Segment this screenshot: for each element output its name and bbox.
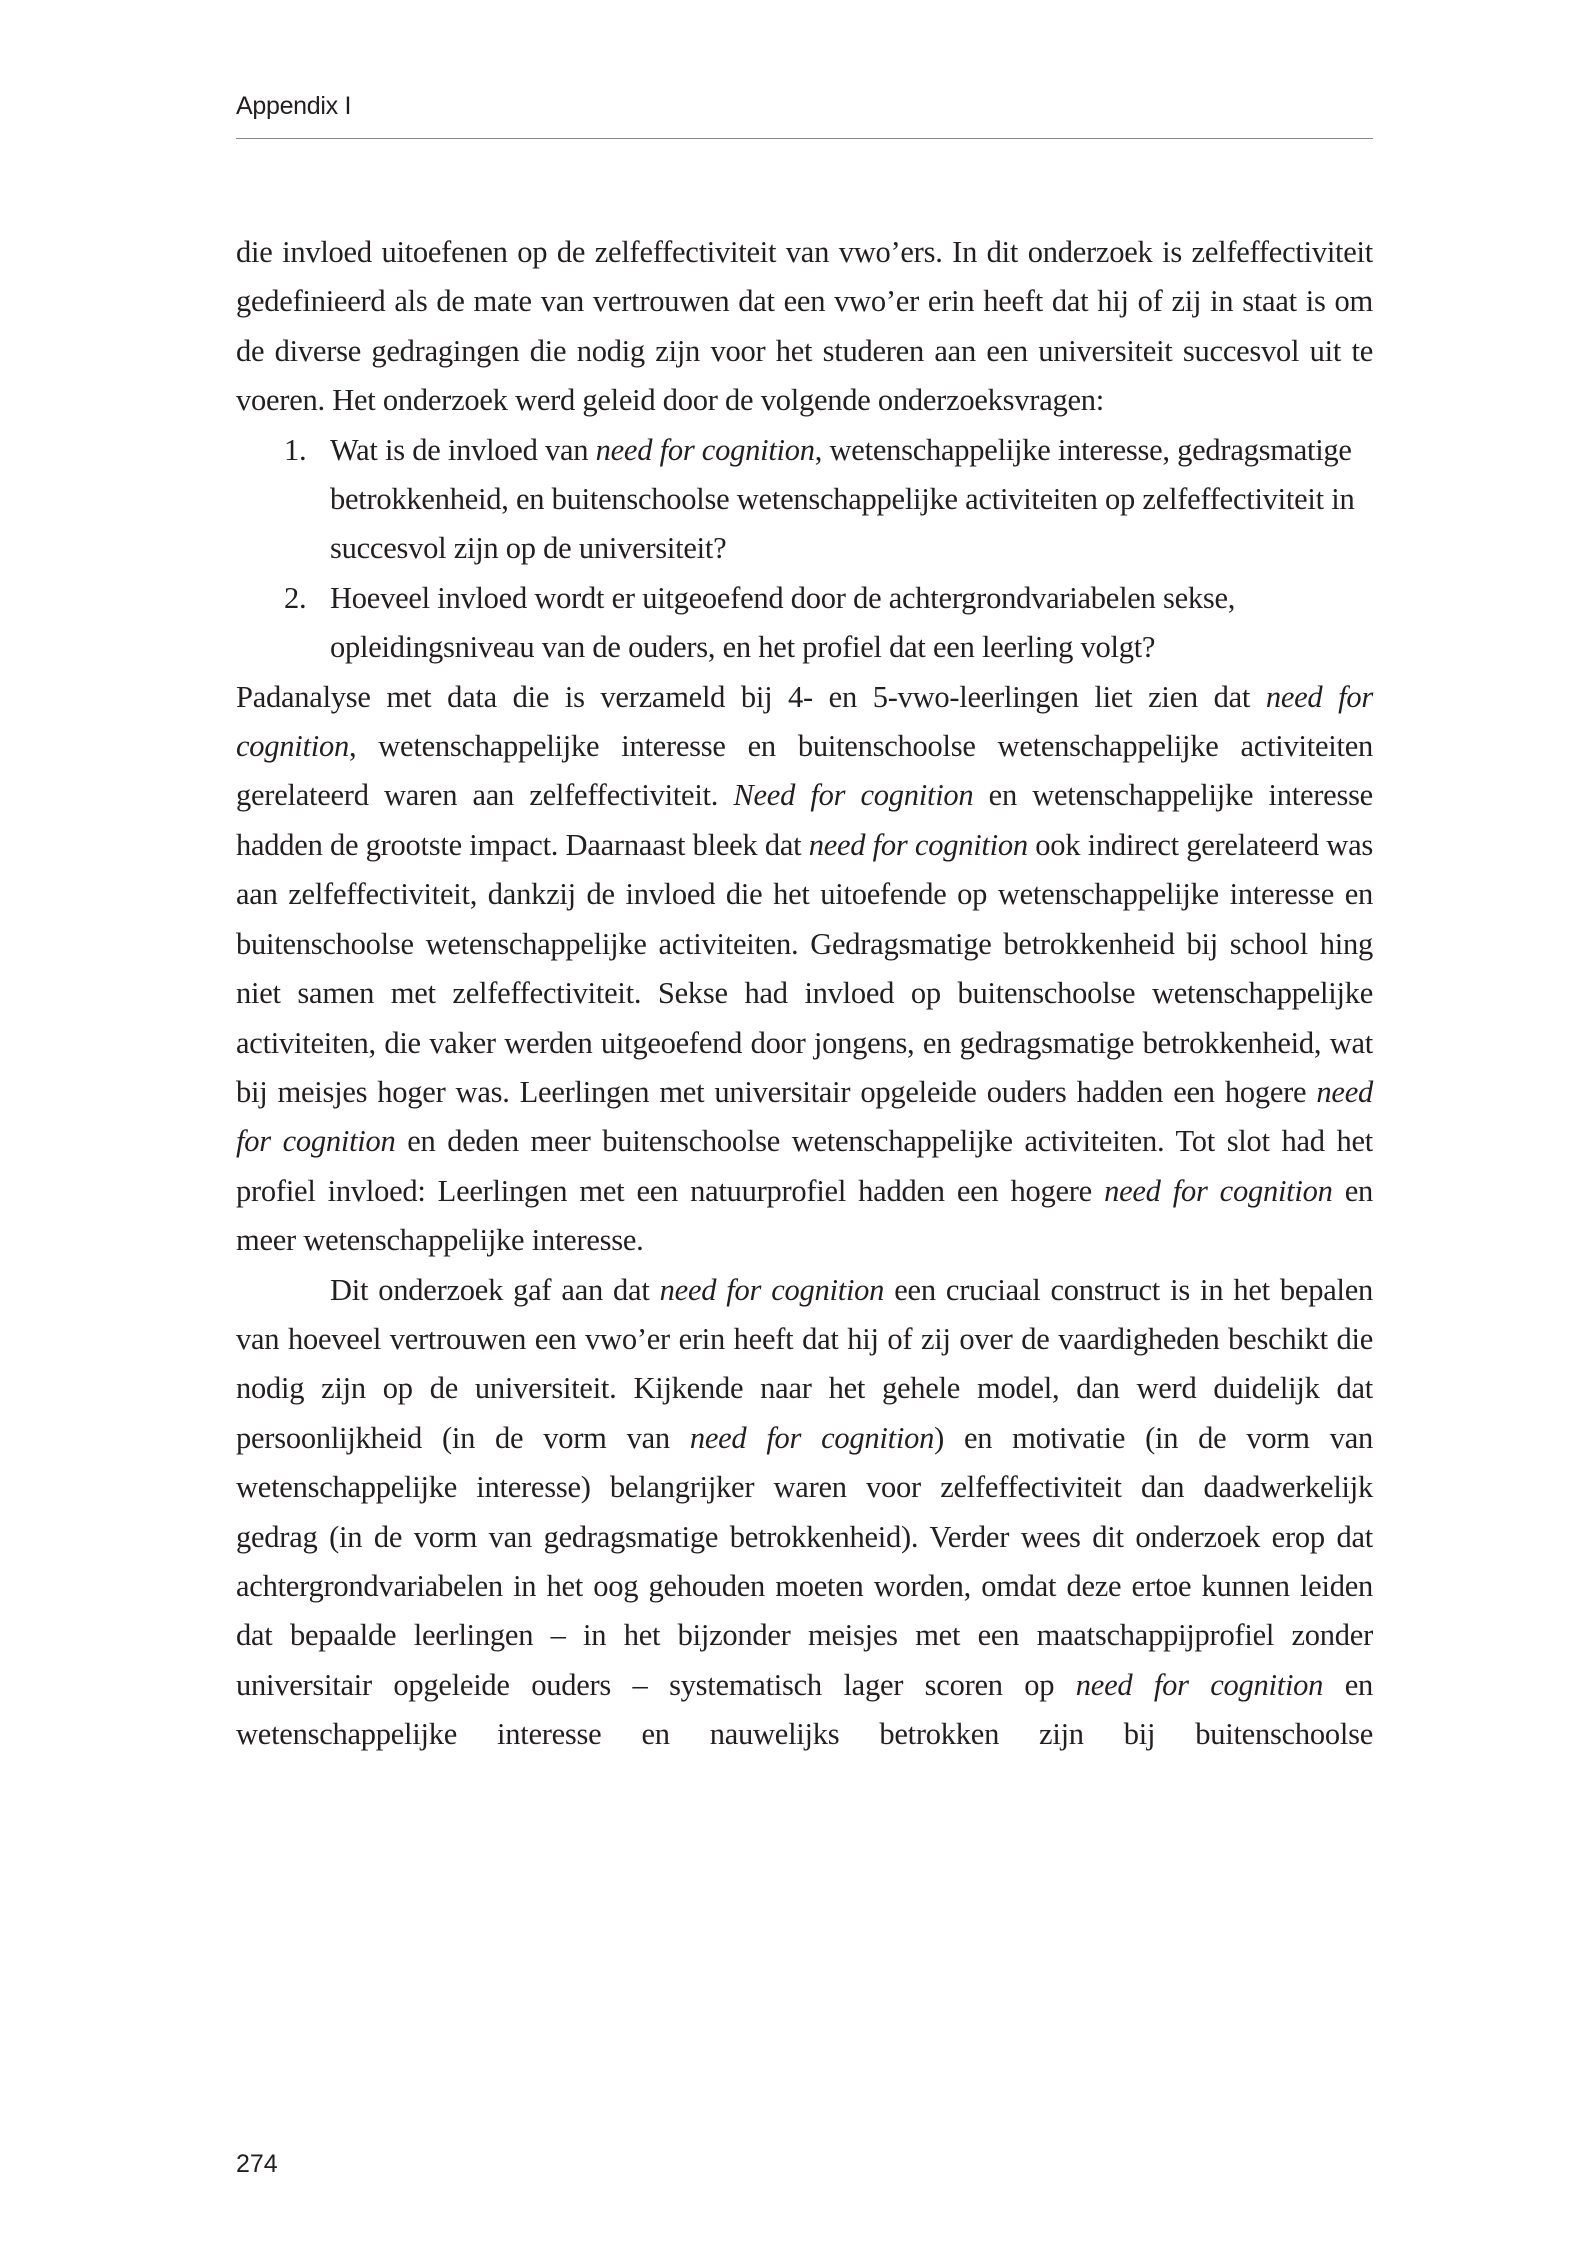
italic-term: need for cognition xyxy=(659,1272,885,1307)
text-run: die invloed uitoefenen op de zelfeffectiviteit van vwo’ers. In dit onderzoek is zelfeffectiviteit gedefinieerd als de mate van vertrouwen dat een vwo’er erin heeft dat hij of zij in staat is om de diverse gedragingen die nodig zijn voor het studeren aan een universiteit succesvol uit te voeren. Het onderzoek werd geleid door de volgende onderzoeksvragen: xyxy=(236,235,1373,418)
text-run: ook indirect gerelateerd was aan zelfeffectiviteit, dankzij de invloed die het uitoefende op wetenschappelijke interesse en buitenschoolse wetenschappelijke activiteiten. Gedragsmatige betrokkenheid bij school hing niet samen met zelfeffectiviteit. Sekse had invloed op buitenschoolse wetenschappelijke activiteiten, die vaker werden uitgeoefend door jongens, en gedragsmatige betrokkenheid, wat bij meisjes hoger was. Leerlingen met universitair opgeleide ouders hadden een hogere xyxy=(236,827,1373,1109)
text-run: ) en motivatie (in de vorm van wetenschappelijke interesse) belangrijker waren voor zelfeffectiviteit dan daadwerkelijk gedrag (in de vorm van gedragsmatige betrokkenheid). Verder wees dit onderzoek erop dat achtergrondvariabelen in het oog gehouden moeten worden, omdat deze ertoe kunnen leiden dat bepaalde leerlingen – in het bijzonder meisjes met een maatschappijprofiel zonder universitair opgeleide ouders – systematisch lager scoren op xyxy=(236,1420,1373,1702)
research-question xyxy=(284,574,1373,673)
paragraph-conclusion xyxy=(236,1266,1373,1760)
text-run: en wetenschappelijke interesse en nauwelijks betrokken zijn bij buitenschoolse xyxy=(236,1667,1373,1752)
text-run: een cruciaal construct is in het bepalen van hoeveel vertrouwen een vwo’er erin heeft dat hij of zij over de vaardigheden beschikt die nodig zijn op de universiteit. Kijkende naar het gehele model, dan werd duidelijk dat persoonlijkheid (in de vorm van xyxy=(236,1272,1373,1455)
italic-term: need for cognition xyxy=(808,827,1028,862)
italic-term: need for cognition xyxy=(689,1420,935,1455)
text-run: en wetenschappelijke interesse hadden de grootste impact. Daarnaast bleek dat xyxy=(236,778,1373,862)
running-title: Appendix I xyxy=(236,92,352,120)
list-number: 2. xyxy=(284,580,307,615)
italic-term: need for cognition xyxy=(1104,1173,1333,1208)
text-run: , wetenschappelijke interesse en buitenschoolse wetenschappelijke activiteiten gerelateerd waren aan zelfeffectiviteit. xyxy=(236,729,1373,813)
italic-term: Need for cognition xyxy=(733,778,974,813)
research-questions-list xyxy=(236,426,1373,673)
list-number: 1. xyxy=(284,432,307,467)
paragraph-results xyxy=(236,673,1373,1266)
text-run: en meer wetenschappelijke interesse. xyxy=(236,1173,1373,1258)
italic-term: need for cognition xyxy=(236,1074,1373,1159)
body-text xyxy=(236,228,1373,1760)
italic-term: need for cognition xyxy=(595,432,815,467)
text-run: Hoeveel invloed wordt er uitgeoefend door de achtergrondvariabelen sekse, opleidingsniveau van de ouders, en het profiel dat een leerling volgt? xyxy=(330,580,1236,665)
text-run: Padanalyse met data die is verzameld bij 4- en 5-vwo-leerlingen liet zien dat xyxy=(236,679,1266,714)
text-run: Wat is de invloed van xyxy=(330,432,596,467)
running-header xyxy=(236,92,1373,139)
page-number: 274 xyxy=(236,2150,278,2178)
research-question xyxy=(284,426,1373,574)
paragraph-intro xyxy=(236,228,1373,426)
italic-term: need for cognition xyxy=(1075,1667,1324,1702)
text-run: , wetenschappelijke interesse, gedragsmatige betrokkenheid, en buitenschoolse wetenschappelijke activiteiten op zelfeffectiviteit in succesvol zijn op de universiteit? xyxy=(330,432,1355,566)
text-run: en deden meer buitenschoolse wetenschappelijke activiteiten. Tot slot had het profiel invloed: Leerlingen met een natuurprofiel hadden een hogere xyxy=(236,1124,1373,1208)
italic-term: need for cognition xyxy=(236,679,1373,764)
text-run: Dit onderzoek gaf aan dat xyxy=(330,1272,660,1307)
